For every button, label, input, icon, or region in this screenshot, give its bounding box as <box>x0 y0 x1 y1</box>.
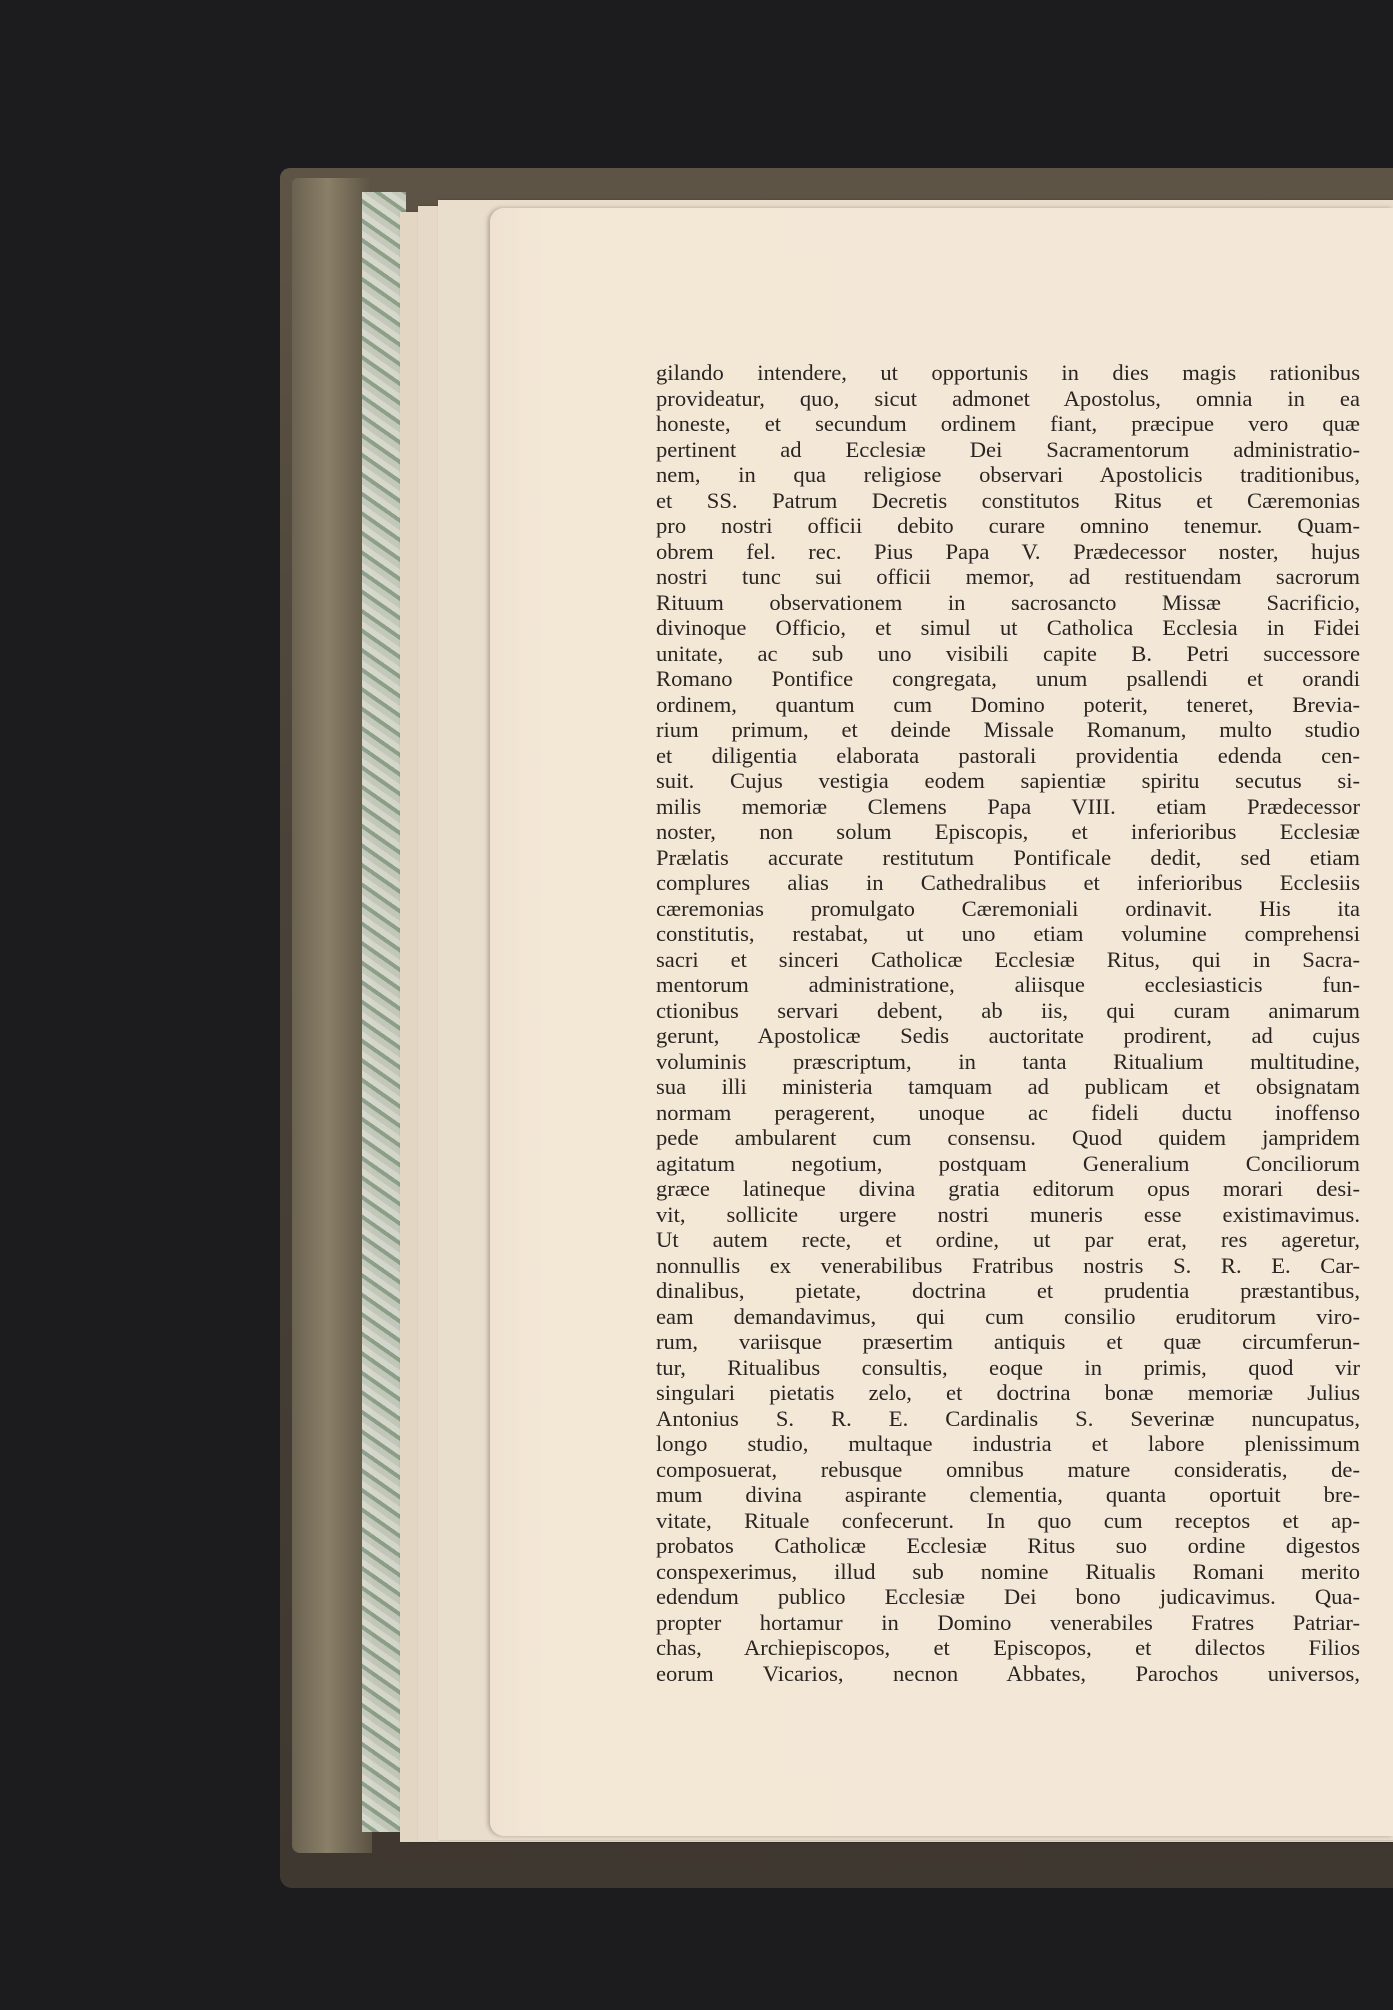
text-line: dinalibus, pietate, doctrina et prudentia præstantibus, <box>656 1278 1360 1303</box>
text-line: rium primum, et deinde Missale Romanum, multo studio <box>656 717 1360 742</box>
text-line: conspexerimus, illud sub nomine Ritualis Romani merito <box>656 1558 1360 1584</box>
text-line: gilando intendere, ut opportunis in dies magis rationibus <box>656 360 1360 385</box>
text-line: propter hortamur in Domino venerabiles Fratres Patriar- <box>656 1609 1360 1635</box>
text-line: Rituum observationem in sacrosancto Missæ Sacrificio, <box>656 589 1360 615</box>
text-line: nem, in qua religiose observari Apostolicis traditionibus, <box>656 462 1360 487</box>
text-line: eorum Vicarios, necnon Abbates, Parochos universos, <box>656 1660 1360 1686</box>
text-line: longo studio, multaque industria et labore plenissimum <box>656 1431 1360 1456</box>
text-line: Romano Pontifice congregata, unum psallendi et orandi <box>656 666 1360 691</box>
text-line: et SS. Patrum Decretis constitutos Ritus et Cæremonias <box>656 487 1360 513</box>
text-line: pede ambularent cum consensu. Quod quidem jampridem <box>656 1125 1360 1150</box>
text-line: noster, non solum Episcopis, et inferioribus Ecclesiæ <box>656 819 1360 844</box>
text-line: Ut autem recte, et ordine, ut par erat, res ageretur, <box>656 1227 1360 1252</box>
text-line: composuerat, rebusque omnibus mature consideratis, de- <box>656 1456 1360 1482</box>
text-line: complures alias in Cathedralibus et inferioribus Ecclesiis <box>656 870 1360 895</box>
text-line: normam peragerent, unoque ac fideli ductu inoffenso <box>656 1099 1360 1125</box>
text-line: rum, variisque præsertim antiquis et quæ circumferun- <box>656 1329 1360 1354</box>
text-line: milis memoriæ Clemens Papa VIII. etiam Prædecessor <box>656 793 1360 819</box>
text-line: tur, Ritualibus consultis, eoque in primis, quod vir <box>656 1354 1360 1380</box>
text-line: agitatum negotium, postquam Generalium Conciliorum <box>656 1150 1360 1176</box>
text-line: vit, sollicite urgere nostri muneris esse existimavimus. <box>656 1201 1360 1227</box>
text-line: græce latineque divina gratia editorum opus morari desi- <box>656 1176 1360 1201</box>
text-line: provideatur, quo, sicut admonet Apostolus, omnia in ea <box>656 385 1360 411</box>
text-line: Prælatis accurate restitutum Pontificale dedit, sed etiam <box>656 844 1360 870</box>
text-line: pro nostri officii debito curare omnino tenemur. Quam- <box>656 513 1360 538</box>
page-body-text <box>656 360 1360 1686</box>
text-line: Antonius S. R. E. Cardinalis S. Severinæ nuncupatus, <box>656 1405 1360 1431</box>
text-line: pertinent ad Ecclesiæ Dei Sacramentorum administratio- <box>656 436 1360 462</box>
text-line: edendum publico Ecclesiæ Dei bono judicavimus. Qua- <box>656 1584 1360 1609</box>
text-line: et diligentia elaborata pastorali providentia edenda cen- <box>656 742 1360 768</box>
text-line: sua illi ministeria tamquam ad publicam et obsignatam <box>656 1074 1360 1099</box>
text-line: ordinem, quantum cum Domino poterit, teneret, Brevia- <box>656 691 1360 717</box>
text-line: mentorum administratione, aliisque ecclesiasticis fun- <box>656 972 1360 997</box>
text-line: singulari pietatis zelo, et doctrina bonæ memoriæ Julius <box>656 1380 1360 1405</box>
text-line: constitutis, restabat, ut uno etiam volumine comprehensi <box>656 921 1360 946</box>
text-line: suit. Cujus vestigia eodem sapientiæ spiritu secutus si- <box>656 768 1360 793</box>
text-line: chas, Archiepiscopos, et Episcopos, et dilectos Filios <box>656 1635 1360 1660</box>
text-line: nostri tunc sui officii memor, ad restituendam sacrorum <box>656 564 1360 589</box>
text-line: gerunt, Apostolicæ Sedis auctoritate prodirent, ad cujus <box>656 1023 1360 1048</box>
text-line: nonnullis ex venerabilibus Fratribus nostris S. R. E. Car- <box>656 1252 1360 1278</box>
text-line: obrem fel. rec. Pius Papa V. Prædecessor noster, hujus <box>656 538 1360 564</box>
text-line: honeste, et secundum ordinem fiant, præcipue vero quæ <box>656 411 1360 436</box>
text-line: mum divina aspirante clementia, quanta oportuit bre- <box>656 1482 1360 1507</box>
text-line: divinoque Officio, et simul ut Catholica Ecclesia in Fidei <box>656 615 1360 640</box>
book-spine <box>292 178 372 1853</box>
text-line: voluminis præscriptum, in tanta Ritualium multitudine, <box>656 1048 1360 1074</box>
text-line: ctionibus servari debent, ab iis, qui curam animarum <box>656 997 1360 1023</box>
text-line: cæremonias promulgato Cæremoniali ordinavit. His ita <box>656 895 1360 921</box>
text-line: unitate, ac sub uno visibili capite B. Petri successore <box>656 640 1360 666</box>
text-line: sacri et sinceri Catholicæ Ecclesiæ Ritus, qui in Sacra- <box>656 946 1360 972</box>
text-line: eam demandavimus, qui cum consilio eruditorum viro- <box>656 1303 1360 1329</box>
text-line: probatos Catholicæ Ecclesiæ Ritus suo ordine digestos <box>656 1533 1360 1558</box>
text-line: vitate, Rituale confecerunt. In quo cum receptos et ap- <box>656 1507 1360 1533</box>
